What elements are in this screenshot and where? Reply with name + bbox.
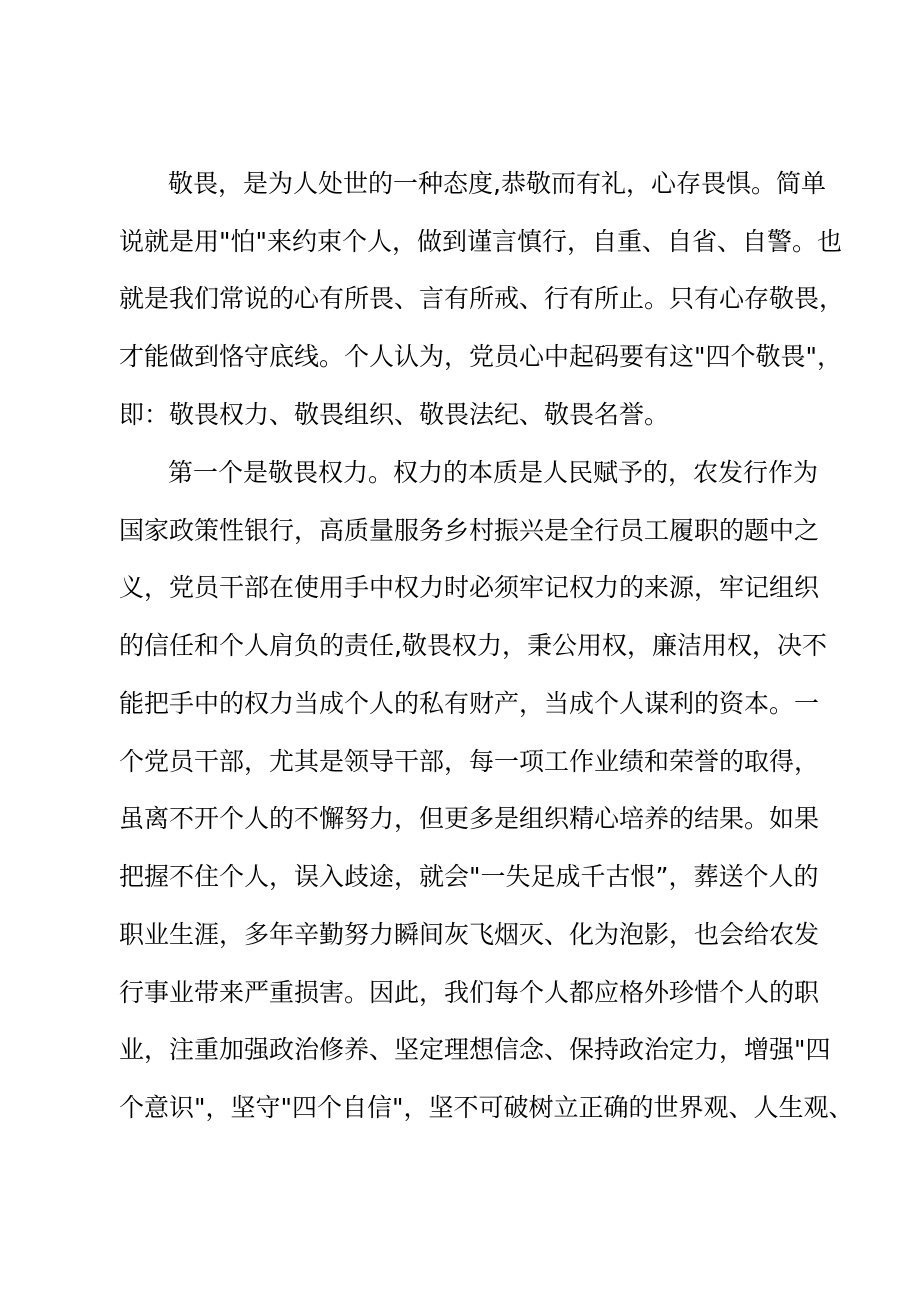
text-line: 虽离不开个人的不懈努力，但更多是组织精心培养的结果。如果 xyxy=(119,804,820,833)
text-line: 个党员干部，尤其是领导干部，每一项工作业绩和荣誉的取得， xyxy=(119,747,820,776)
text-line: 义，党员干部在使用手中权力时必须牢记权力的来源，牢记组织 xyxy=(119,573,820,602)
text-line: 即：敬畏权力、敬畏组织、敬畏法纪、敬畏名誉。 xyxy=(119,400,670,429)
text-line: 把握不住个人，误入歧途，就会"一失足成千古恨”，葬送个人的 xyxy=(119,862,819,891)
text-line: 才能做到恪守底线。个人认为，党员心中起码要有这"四个敬畏"， xyxy=(119,342,843,371)
text-line: 的信任和个人肩负的责任,敬畏权力，秉公用权，廉洁用权，决不 xyxy=(119,631,827,660)
text-line: 个意识"，坚守"四个自信"，坚不可破树立正确的世界观、人生观、 xyxy=(119,1093,854,1122)
text-line: 业，注重加强政治修养、坚定理想信念、保持政治定力，增强"四 xyxy=(119,1035,831,1064)
text-line: 就是我们常说的心有所畏、言有所戒、行有所止。只有心存敬畏， xyxy=(119,284,845,313)
text-line: 第一个是敬畏权力。权力的本质是人民赋予的，农发行作为 xyxy=(168,458,819,487)
text-line: 说就是用"怕"来约束个人，做到谨言慎行，自重、自省、自警。也 xyxy=(119,227,843,256)
text-line: 敬畏，是为人处世的一种态度,恭敬而有礼，心存畏惧。简单 xyxy=(168,169,826,198)
text-line: 职业生涯，多年辛勤努力瞬间灰飞烟灭、化为泡影，也会给农发 xyxy=(119,920,820,949)
text-line: 能把手中的权力当成个人的私有财产，当成个人谋利的资本。一 xyxy=(119,689,820,718)
text-line: 行事业带来严重损害。因此，我们每个人都应格外珍惜个人的职 xyxy=(119,978,820,1007)
text-line: 国家政策性银行，高质量服务乡村振兴是全行员工履职的题中之 xyxy=(119,516,820,545)
